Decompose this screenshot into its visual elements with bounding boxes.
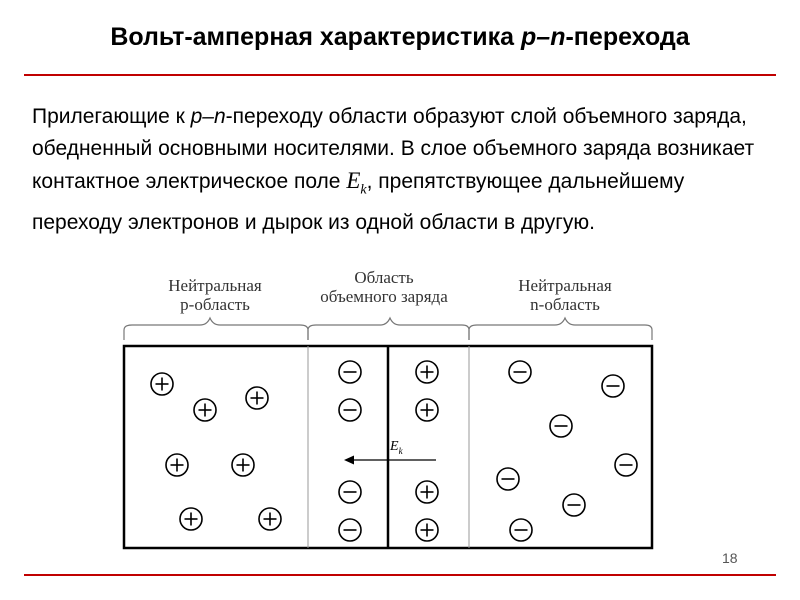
positive-charge-icon — [416, 519, 438, 541]
label-space-charge-region: Область объемного заряда — [320, 268, 448, 306]
slide-title: Вольт-амперная характеристика p–n-перехода — [110, 23, 690, 51]
negative-charge-icon — [497, 468, 519, 490]
field-arrow-head — [344, 456, 354, 465]
negative-charge-icon — [510, 519, 532, 541]
negative-charge-icon — [339, 519, 361, 541]
page-number: 18 — [722, 550, 738, 566]
negative-charge-icon — [339, 481, 361, 503]
negative-charge-icon — [615, 454, 637, 476]
positive-charge-icon — [180, 508, 202, 530]
positive-charge-icon — [166, 454, 188, 476]
negative-charge-icon — [339, 399, 361, 421]
footer-rule — [24, 574, 776, 576]
label-neutral-p-region: Нейтральная p-область — [168, 276, 262, 314]
positive-charge-icon — [151, 373, 173, 395]
negative-charge-icon — [509, 361, 531, 383]
brace-depletion-region — [308, 318, 469, 340]
brace-n-region — [469, 318, 652, 340]
brace-p-region — [124, 318, 308, 340]
negative-charge-icon — [602, 375, 624, 397]
positive-charge-icon — [246, 387, 268, 409]
positive-charge-icon — [416, 399, 438, 421]
body-paragraph: Прилегающие к p–n-переходу области образуют слой объемного заряда, обедненный основными носителями. В слое объемного заряда возникает контактное электрическое поле $E_k$, препятствующее дальнейшему переходу электронов и дырок из одной области в другую. — [32, 105, 755, 234]
negative-charge-icon — [339, 361, 361, 383]
field-ek-label: $E_k$ — [390, 439, 403, 456]
positive-charge-icon — [232, 454, 254, 476]
positive-charge-icon — [194, 399, 216, 421]
label-neutral-n-region: Нейтральная n-область — [518, 276, 612, 314]
negative-charge-icon — [563, 494, 585, 516]
positive-charge-icon — [259, 508, 281, 530]
negative-charge-icon — [550, 415, 572, 437]
positive-charge-icon — [416, 361, 438, 383]
positive-charge-icon — [416, 481, 438, 503]
